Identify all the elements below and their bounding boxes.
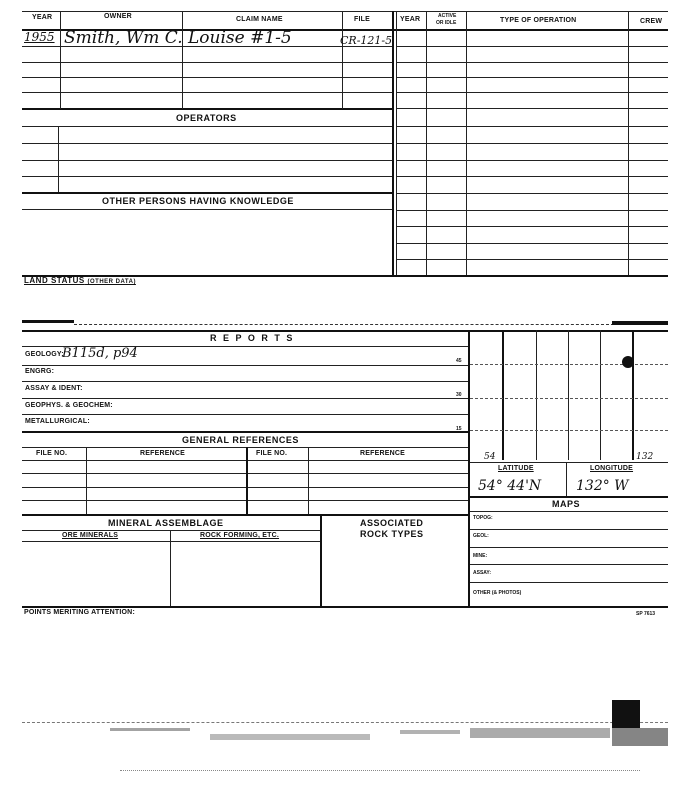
assay-label: ASSAY & IDENT: [25, 385, 83, 392]
entry-year: 1955 [24, 30, 55, 44]
ore-minerals-label: ORE MINERALS [62, 532, 119, 539]
maps-other: OTHER (& PHOTOS) [473, 590, 522, 596]
entry-owner: Smith, Wm C. [64, 28, 183, 48]
header-owner: OWNER [104, 13, 132, 20]
entry-claim-name: Louise #1-5 [188, 28, 292, 48]
maps-assay: ASSAY: [473, 570, 492, 576]
ref-file-no-2: FILE NO. [256, 450, 288, 457]
header-file: FILE [354, 16, 370, 23]
rock-forming-label: ROCK FORMING, ETC. [200, 532, 280, 539]
ref-reference-2: REFERENCE [360, 450, 405, 457]
engrg-label: ENGRG: [25, 368, 55, 375]
longitude-label: LONGITUDE [590, 465, 634, 472]
land-status-heading: LAND STATUS (OTHER DATA) [24, 276, 136, 285]
geology-label: GEOLOGY: [25, 351, 64, 358]
margin-15: 15 [456, 426, 462, 432]
operators-heading: OPERATORS [176, 113, 237, 123]
lat-tick-label: 54 [484, 452, 496, 462]
maps-heading: MAPS [552, 499, 581, 509]
mineral-assemblage-heading: MINERAL ASSEMBLAGE [108, 518, 224, 528]
header-or-idle: OR IDLE [436, 20, 457, 26]
general-references-heading: GENERAL REFERENCES [182, 435, 299, 445]
ref-file-no-1: FILE NO. [36, 450, 68, 457]
header-claim-name: CLAIM NAME [236, 16, 283, 23]
header-active: ACTIVE [438, 13, 457, 19]
header-crew: CREW [640, 18, 663, 25]
associated-rock-types-2: ROCK TYPES [360, 529, 424, 539]
header-year: YEAR [32, 14, 53, 21]
margin-30: 30 [456, 392, 462, 398]
maps-topog: TOPOG: [473, 515, 493, 521]
maps-geol: GEOL: [473, 533, 489, 539]
margin-45: 45 [456, 358, 462, 364]
geophys-label: GEOPHYS. & GEOCHEM: [25, 402, 113, 409]
form-code: SP 7613 [636, 611, 656, 617]
ref-reference-1: REFERENCE [140, 450, 185, 457]
longitude-value: 132° W [576, 478, 629, 494]
header-type-of-operation: TYPE OF OPERATION [500, 17, 577, 24]
associated-rock-types-1: ASSOCIATED [360, 518, 424, 528]
geology-value: B115d, p94 [62, 346, 138, 361]
metallurgical-label: METALLURGICAL: [25, 418, 90, 425]
maps-mine: MINE: [473, 553, 488, 559]
points-meriting-attention-label: POINTS MERITING ATTENTION: [24, 609, 135, 616]
latitude-value: 54° 44'N [478, 478, 542, 494]
reports-heading: R E P O R T S [210, 333, 295, 343]
latitude-label: LATITUDE [498, 465, 534, 472]
location-marker-dot [622, 356, 634, 368]
other-persons-heading: OTHER PERSONS HAVING KNOWLEDGE [102, 196, 294, 206]
entry-file: CR-121-5 [340, 34, 393, 47]
lon-tick-label: 132 [636, 452, 654, 462]
header-year-2: YEAR [400, 16, 421, 23]
